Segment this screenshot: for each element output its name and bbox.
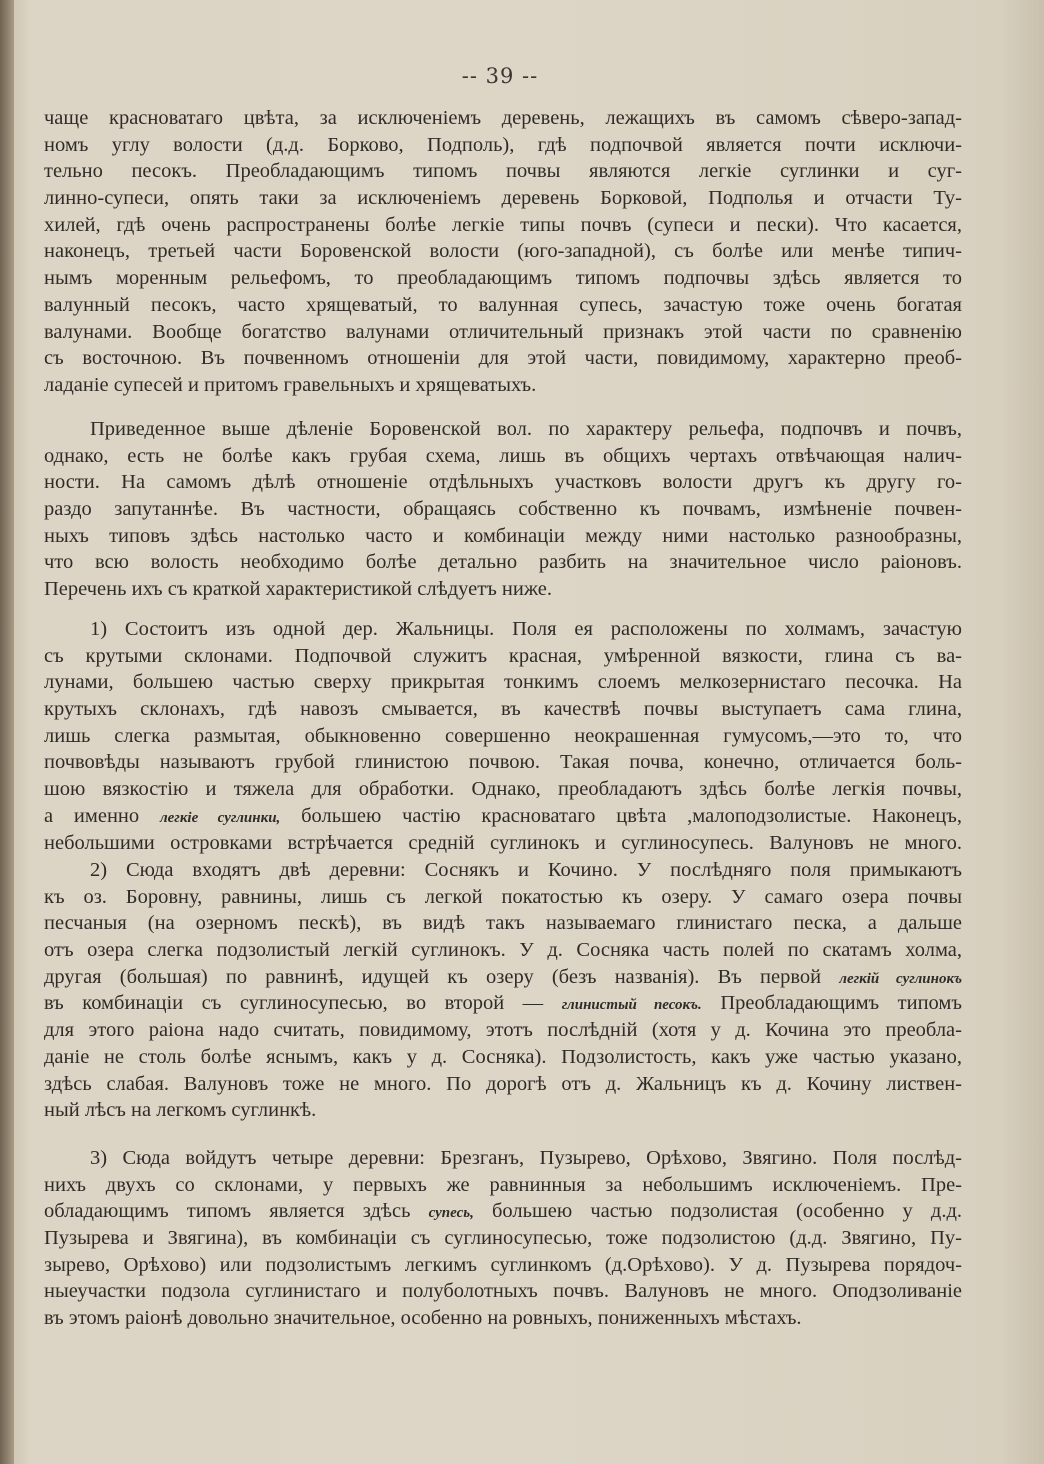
text-line: тельно песокъ. Преобладающимъ типомъ почвы являются легкіе суглинки и суг-	[44, 160, 962, 183]
text-line: лунами, большею частью сверху прикрытая тонкимъ слоемъ мелкозернистаго песочка. На	[44, 671, 962, 694]
text-line: 2) Сюда входятъ двѣ деревни: Соснякъ и Кочино. У послѣдняго поля примыкаютъ	[90, 859, 962, 881]
italic-term: супесь,	[428, 1205, 474, 1222]
text-fragment: другая (большая) по равнинѣ, идущей къ озеру (безъ названія). Въ первой	[44, 965, 840, 988]
text-line: ладаніе супесей и притомъ гравельныхъ и хрящеватыхъ.	[44, 373, 537, 396]
italic-term: легкій суглинокъ	[839, 970, 962, 987]
text-line: крутыхъ склонахъ, гдѣ навозъ смывается, въ качествѣ почвы выступаетъ сама глина,	[44, 698, 962, 721]
paragraph-2	[44, 416, 962, 603]
text-fragment: большею частью подзолистая (особенно у д.д.	[473, 1200, 963, 1223]
text-line-with-term	[44, 1198, 962, 1225]
italic-term: глинистый песокъ.	[561, 997, 702, 1014]
text-line: что всю волость необходимо болѣе детально разбить на значительное число раіоновъ.	[44, 551, 962, 574]
text-line: раздо запутаннѣе. Въ частности, обращаясь собственно къ почвамъ, измѣненіе почвен-	[44, 498, 962, 521]
text-line: однако, есть не болѣе какъ грубая схема, лишь въ общихъ чертахъ отвѣчающая налич-	[44, 444, 962, 467]
text-line: Пузырева и Звягина), въ комбинаціи съ суглиносупесью, тоже подзолистою (д.д. Звягино, Пу-	[44, 1227, 962, 1250]
text-line: чаще красноватаго цвѣта, за исключеніемъ деревень, лежащихъ въ самомъ сѣверо-запад-	[44, 107, 962, 129]
paragraph-1	[44, 105, 962, 399]
text-line: въ этомъ раіонѣ довольно значительное, особенно на ровныхъ, пониженныхъ мѣстахъ.	[44, 1307, 802, 1330]
page-number: -- 39 --	[461, 64, 539, 88]
text-line: 3) Сюда войдутъ четыре деревни: Брезганъ, Пузырево, Орѣхово, Звягино. Поля послѣд-	[90, 1147, 962, 1169]
text-fragment: обладающимъ типомъ является здѣсь	[44, 1200, 429, 1223]
text-line: отъ озера слегка подзолистый легкій суглинокъ. У д. Сосняка часть полей по скатамъ холма,	[44, 939, 962, 962]
italic-term: легкіе суглинки,	[159, 809, 281, 826]
text-line: валунами. Вообще богатство валунами отличительный признакъ этой части по сравненію	[44, 320, 962, 343]
text-line: шою вязкостію и тяжела для обработки. Однако, преобладаютъ здѣсь болѣе легкія почвы,	[44, 778, 962, 801]
text-line: Перечень ихъ съ краткой характеристикой слѣдуетъ ниже.	[44, 578, 552, 601]
text-line: нымъ моренным рельефомъ, то преобладающимъ типомъ подпочвы здѣсь является то	[44, 267, 962, 290]
paragraph-item-2	[44, 857, 962, 1124]
text-line-with-term	[44, 964, 962, 991]
text-fragment: Преобладающимъ типомъ	[701, 992, 962, 1015]
paragraph-item-3	[44, 1145, 962, 1332]
text-line: наконецъ, третьей части Боровенской волости (юго-западной), съ болѣе или менѣе типич-	[44, 240, 962, 263]
text-line: съ восточною. Въ почвенномъ отношеніи для этой части, повидимому, характерно преоб-	[44, 347, 962, 370]
text-fragment: въ комбинаціи съ суглиносупесью, во второй —	[44, 992, 562, 1015]
text-line: къ оз. Боровну, равнины, лишь съ легкой покатостью къ озеру. У самаго озера почвы	[44, 885, 962, 908]
text-line-with-term	[44, 803, 962, 830]
text-line: Приведенное выше дѣленіе Боровенской вол. по характеру рельефа, подпочвъ и почвъ,	[90, 418, 962, 440]
text-line: почвовѣды называютъ грубой глинистою почвою. Такая почва, конечно, отличается боль-	[44, 751, 962, 774]
text-line: хилей, гдѣ очень распространены болѣе легкіе типы почвъ (супеси и пески). Что касается,	[44, 213, 962, 236]
text-line: линно-супеси, опять таки за исключеніемъ деревень Борковой, Подполья и отчасти Ту-	[44, 187, 962, 210]
text-line: валунный песокъ, часто хрящеватый, то валунная супесь, зачастую тоже очень богатая	[44, 293, 962, 316]
text-line: номъ углу волости (д.д. Борково, Подполь), гдѣ подпочвой является почти исключи-	[44, 133, 962, 156]
text-line: ности. На самомъ дѣлѣ отношеніе отдѣльныхъ участковъ волости другъ къ другу го-	[44, 471, 962, 494]
text-line: для этого раіона надо считать, повидимому, этотъ послѣдній (хотя у д. Кочина это преобла-	[44, 1019, 962, 1042]
text-fragment: большею частію красноватаго цвѣта ,малоподзолистые. Наконецъ,	[280, 804, 962, 827]
text-fragment: а именно	[44, 804, 160, 827]
text-line: здѣсь слабая. Валуновъ тоже не много. По дорогѣ отъ д. Жальницъ къ д. Кочину листвен-	[44, 1072, 962, 1095]
text-line: ный лѣсъ на легкомъ суглинкѣ.	[44, 1099, 317, 1122]
text-line: небольшими островками встрѣчается средній суглинокъ и суглиносупесь. Валуновъ не много.	[44, 831, 962, 854]
text-line: зырево, Орѣхово) или подзолистымъ легкимъ суглинкомъ (д.Орѣхово). У д. Пузырева порядоч-	[44, 1253, 962, 1276]
text-line: 1) Состоитъ изъ одной дер. Жальницы. Поля ея расположены по холмамъ, зачастую	[90, 618, 962, 640]
text-line: съ крутыми склонами. Подпочвой служитъ красная, умѣренной вязкости, глина съ ва-	[44, 644, 962, 667]
text-line: лишь слегка размытая, обыкновенно совершенно неокрашенная гумусомъ,—это то, что	[44, 724, 962, 747]
text-line: нихъ двухъ со склонами, у первыхъ же равнинныя за небольшимъ исключеніемъ. Пре-	[44, 1173, 962, 1196]
book-binding-edge	[0, 0, 14, 1464]
text-line: ныхъ типовъ здѣсь настолько часто и комбинаціи между ними настолько разнообразны,	[44, 524, 962, 547]
text-line: даніе не столь болѣе яснымъ, какъ у д. Сосняка). Подзолистость, какъ уже частью указано,	[44, 1045, 962, 1068]
text-line-with-term	[44, 990, 962, 1017]
text-line: песчаныя (на озерномъ пескѣ), въ видѣ такъ называемаго глинистаго песка, а дальше	[44, 912, 962, 935]
paragraph-item-1	[44, 616, 962, 856]
text-line: ныеучастки подзола суглинистаго и полуболотныхъ почвъ. Валуновъ не много. Оподзоливаніе	[44, 1280, 962, 1303]
